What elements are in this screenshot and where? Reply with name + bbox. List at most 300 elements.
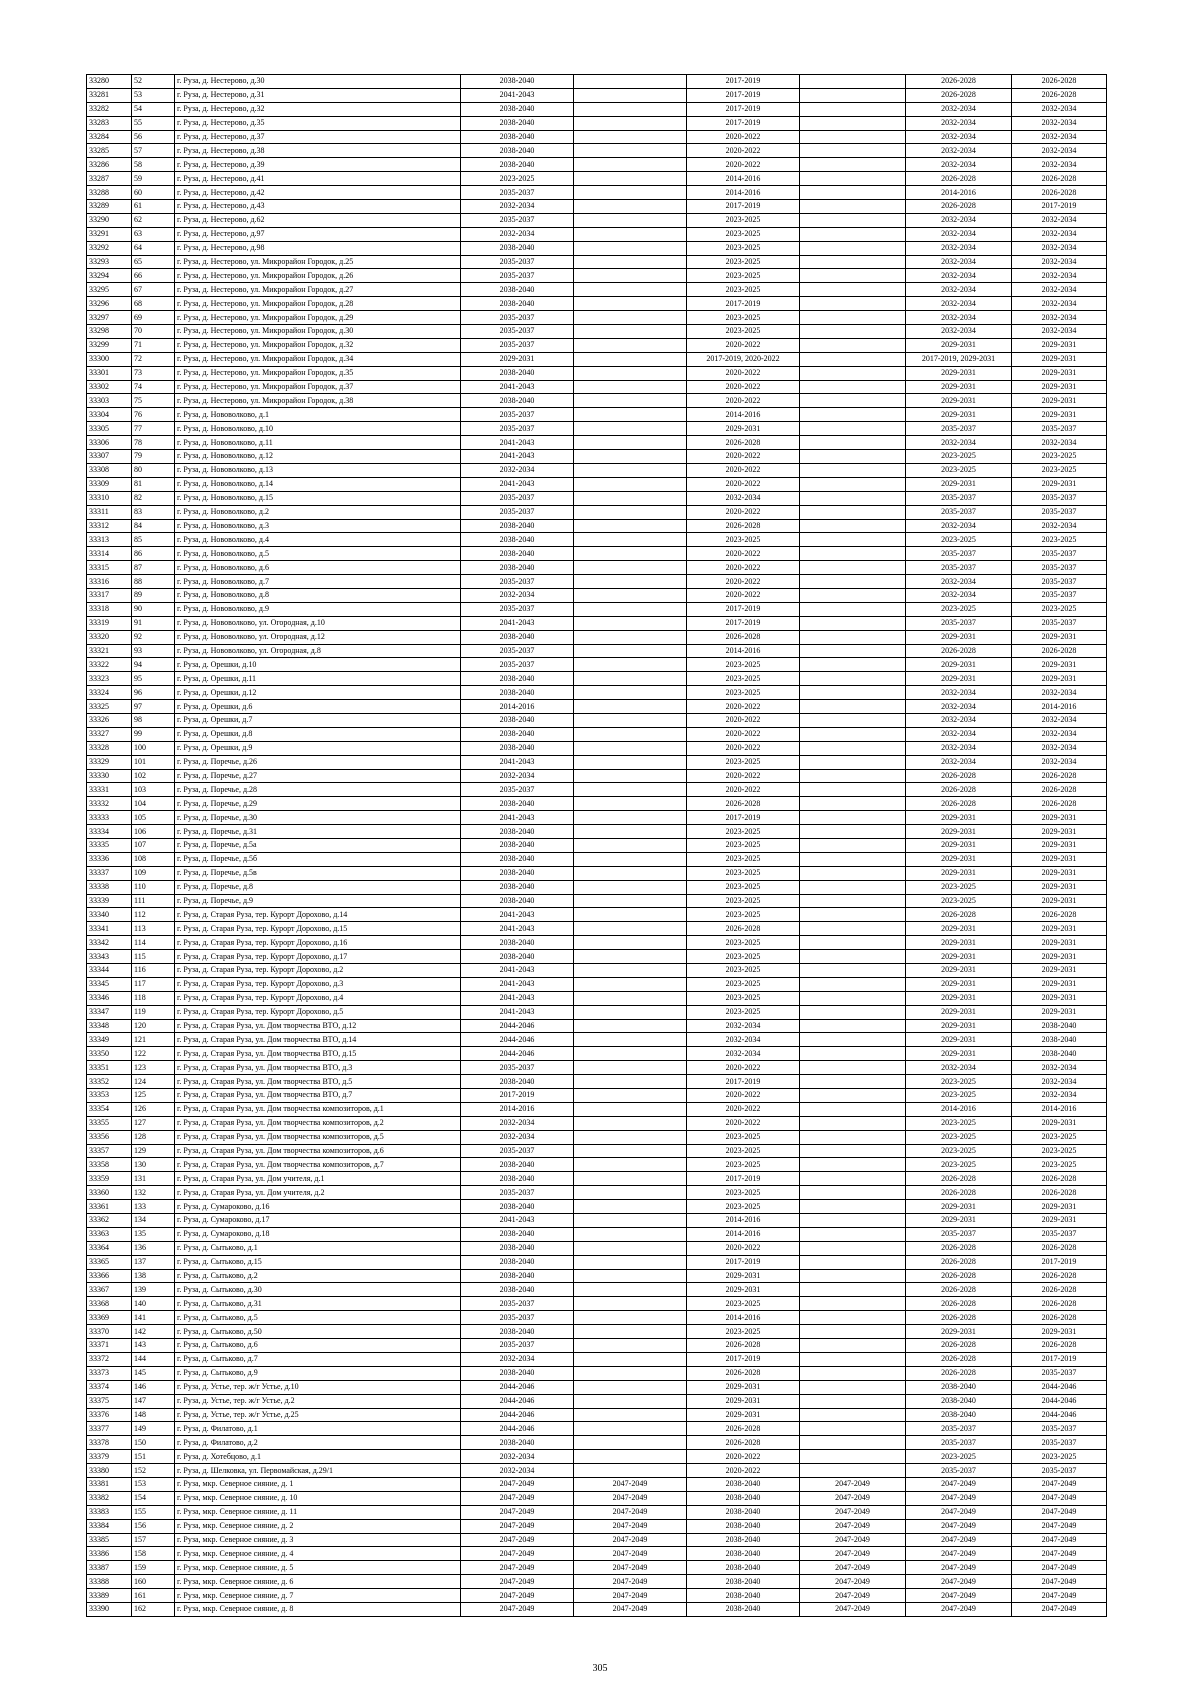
table-row [87,672,1107,686]
period-cell-5: 2047-2049 [906,1505,1012,1519]
period-cell-3: 2032-2034 [687,1033,800,1047]
period-cell-4 [800,1394,906,1408]
period-cell-5: 2032-2034 [906,255,1012,269]
table-row [87,463,1107,477]
table-row [87,852,1107,866]
period-cell-5: 2032-2034 [906,283,1012,297]
period-cell-1: 2041-2043 [461,616,574,630]
period-cell-4 [800,908,906,922]
period-cell-5: 2029-2031 [906,1047,1012,1061]
period-cell-5: 2026-2028 [906,1172,1012,1186]
period-cell-3: 2026-2028 [687,922,800,936]
period-cell-1: 2032-2034 [461,463,574,477]
period-cell-3: 2023-2025 [687,1158,800,1172]
record-id-cell: 33332 [87,797,132,811]
period-cell-1: 2038-2040 [461,825,574,839]
address-cell: г. Руза, д. Нестерово, ул. Микрорайон Городок, д.30 [175,325,461,339]
row-number-cell: 73 [132,366,175,380]
period-cell-6: 2035-2037 [1012,1227,1107,1241]
table-row [87,713,1107,727]
period-cell-5: 2029-2031 [906,936,1012,950]
address-cell: г. Руза, д. Поречье, д.8 [175,880,461,894]
period-cell-6: 2029-2031 [1012,977,1107,991]
period-cell-3: 2026-2028 [687,519,800,533]
period-cell-6: 2035-2037 [1012,422,1107,436]
period-cell-3: 2020-2022 [687,1102,800,1116]
row-number-cell: 102 [132,769,175,783]
period-cell-5: 2026-2028 [906,1186,1012,1200]
period-cell-4 [800,144,906,158]
address-cell: г. Руза, д. Нововолково, ул. Огородная, д.10 [175,616,461,630]
period-cell-5: 2029-2031 [906,658,1012,672]
table-row [87,477,1107,491]
record-id-cell: 33339 [87,894,132,908]
address-cell: г. Руза, мкр. Северное сияние, д. 1 [175,1477,461,1491]
period-cell-3: 2023-2025 [687,838,800,852]
period-cell-1: 2041-2043 [461,922,574,936]
record-id-cell: 33295 [87,283,132,297]
row-number-cell: 59 [132,172,175,186]
period-cell-6: 2047-2049 [1012,1477,1107,1491]
period-cell-6: 2047-2049 [1012,1602,1107,1616]
period-cell-5: 2026-2028 [906,644,1012,658]
period-cell-3: 2038-2040 [687,1602,800,1616]
period-cell-1: 2038-2040 [461,561,574,575]
address-cell: г. Руза, д. Нововолково, д.5 [175,547,461,561]
period-cell-2 [574,1325,687,1339]
period-cell-5: 2032-2034 [906,116,1012,130]
period-cell-2: 2047-2049 [574,1575,687,1589]
period-cell-3: 2020-2022 [687,727,800,741]
period-cell-2 [574,755,687,769]
period-cell-5: 2026-2028 [906,1297,1012,1311]
period-cell-5: 2014-2016 [906,1102,1012,1116]
period-cell-3: 2020-2022 [687,741,800,755]
table-row [87,436,1107,450]
period-cell-4 [800,977,906,991]
record-id-cell: 33358 [87,1158,132,1172]
period-cell-5: 2032-2034 [906,713,1012,727]
period-cell-2 [574,769,687,783]
period-cell-6: 2029-2031 [1012,1200,1107,1214]
row-number-cell: 114 [132,936,175,950]
record-id-cell: 33305 [87,422,132,436]
period-cell-6: 2029-2031 [1012,408,1107,422]
period-cell-4 [800,672,906,686]
record-id-cell: 33320 [87,630,132,644]
period-cell-1: 2038-2040 [461,366,574,380]
table-row [87,1519,1107,1533]
period-cell-1: 2035-2037 [461,1311,574,1325]
period-cell-6: 2032-2034 [1012,686,1107,700]
period-cell-5: 2032-2034 [906,144,1012,158]
period-cell-1: 2038-2040 [461,547,574,561]
period-cell-6: 2047-2049 [1012,1589,1107,1603]
record-id-cell: 33328 [87,741,132,755]
period-cell-2 [574,213,687,227]
address-cell: г. Руза, д. Нововолково, д.12 [175,450,461,464]
period-cell-3: 2020-2022 [687,366,800,380]
period-cell-1: 2041-2043 [461,88,574,102]
period-cell-2 [574,394,687,408]
period-cell-2 [574,352,687,366]
record-id-cell: 33362 [87,1214,132,1228]
period-cell-3: 2017-2019 [687,200,800,214]
period-cell-4 [800,366,906,380]
period-cell-2 [574,408,687,422]
row-number-cell: 90 [132,602,175,616]
period-cell-6: 2014-2016 [1012,1102,1107,1116]
address-cell: г. Руза, д. Нестерово, д.98 [175,241,461,255]
period-cell-2 [574,1422,687,1436]
period-cell-4 [800,1227,906,1241]
period-cell-3: 2032-2034 [687,1047,800,1061]
row-number-cell: 75 [132,394,175,408]
period-cell-5: 2029-2031 [906,991,1012,1005]
period-cell-5: 2038-2040 [906,1380,1012,1394]
period-cell-4 [800,755,906,769]
address-cell: г. Руза, д. Орешки, д.8 [175,727,461,741]
address-cell: г. Руза, д. Старая Руза, тер. Курорт Дорохово, д.2 [175,964,461,978]
period-cell-3: 2026-2028 [687,630,800,644]
row-number-cell: 81 [132,477,175,491]
record-id-cell: 33304 [87,408,132,422]
period-cell-5: 2035-2037 [906,491,1012,505]
period-cell-3: 2017-2019 [687,811,800,825]
period-cell-3: 2017-2019 [687,1075,800,1089]
period-cell-1: 2032-2034 [461,227,574,241]
table-row [87,1061,1107,1075]
record-id-cell: 33386 [87,1547,132,1561]
period-cell-3: 2032-2034 [687,1019,800,1033]
period-cell-1: 2038-2040 [461,144,574,158]
period-cell-5: 2026-2028 [906,75,1012,89]
period-cell-5: 2029-2031 [906,338,1012,352]
period-cell-6: 2026-2028 [1012,1186,1107,1200]
period-cell-5: 2023-2025 [906,450,1012,464]
period-cell-4 [800,838,906,852]
period-cell-2 [574,1172,687,1186]
period-cell-5: 2032-2034 [906,213,1012,227]
table-row [87,227,1107,241]
period-cell-4 [800,686,906,700]
record-id-cell: 33333 [87,811,132,825]
period-cell-6: 2029-2031 [1012,394,1107,408]
table-row [87,1227,1107,1241]
period-cell-2: 2047-2049 [574,1519,687,1533]
row-number-cell: 84 [132,519,175,533]
period-cell-3: 2020-2022 [687,700,800,714]
row-number-cell: 88 [132,575,175,589]
period-cell-2 [574,172,687,186]
table-row [87,241,1107,255]
address-cell: г. Руза, д. Сытьково, д.9 [175,1366,461,1380]
row-number-cell: 78 [132,436,175,450]
period-cell-5: 2035-2037 [906,1227,1012,1241]
row-number-cell: 142 [132,1325,175,1339]
table-row [87,1589,1107,1603]
period-cell-3: 2038-2040 [687,1477,800,1491]
period-cell-4 [800,561,906,575]
period-cell-5: 2023-2025 [906,1450,1012,1464]
address-cell: г. Руза, д. Нестерово, д.39 [175,158,461,172]
period-cell-2: 2047-2049 [574,1505,687,1519]
table-row [87,1422,1107,1436]
table-row [87,269,1107,283]
period-cell-2 [574,588,687,602]
record-id-cell: 33336 [87,852,132,866]
period-cell-3: 2023-2025 [687,213,800,227]
address-cell: г. Руза, д. Поречье, д.29 [175,797,461,811]
address-cell: г. Руза, д. Поречье, д.27 [175,769,461,783]
table-row [87,130,1107,144]
row-number-cell: 126 [132,1102,175,1116]
record-id-cell: 33291 [87,227,132,241]
period-cell-4 [800,727,906,741]
period-cell-2 [574,658,687,672]
period-cell-1: 2035-2037 [461,338,574,352]
address-cell: г. Руза, д. Сумароково, д.16 [175,1200,461,1214]
period-cell-3: 2026-2028 [687,436,800,450]
row-number-cell: 107 [132,838,175,852]
period-cell-6: 2026-2028 [1012,1297,1107,1311]
table-row [87,491,1107,505]
period-cell-1: 2044-2046 [461,1047,574,1061]
period-cell-4 [800,88,906,102]
row-number-cell: 140 [132,1297,175,1311]
period-cell-2 [574,311,687,325]
period-cell-4 [800,491,906,505]
record-id-cell: 33329 [87,755,132,769]
row-number-cell: 159 [132,1561,175,1575]
period-cell-6: 2017-2019 [1012,1255,1107,1269]
record-id-cell: 33342 [87,936,132,950]
period-cell-3: 2029-2031 [687,1394,800,1408]
period-cell-1: 2035-2037 [461,408,574,422]
period-cell-6: 2032-2034 [1012,325,1107,339]
period-cell-6: 2026-2028 [1012,1172,1107,1186]
address-cell: г. Руза, д. Поречье, д.5в [175,866,461,880]
period-cell-6: 2029-2031 [1012,936,1107,950]
row-number-cell: 97 [132,700,175,714]
period-cell-3: 2026-2028 [687,1339,800,1353]
period-cell-3: 2020-2022 [687,450,800,464]
period-cell-1: 2035-2037 [461,783,574,797]
period-cell-4 [800,588,906,602]
record-id-cell: 33347 [87,1005,132,1019]
row-number-cell: 109 [132,866,175,880]
period-cell-6: 2032-2034 [1012,241,1107,255]
period-cell-2 [574,297,687,311]
period-cell-5: 2023-2025 [906,1116,1012,1130]
table-row [87,797,1107,811]
record-id-cell: 33379 [87,1450,132,1464]
address-cell: г. Руза, мкр. Северное сияние, д. 6 [175,1575,461,1589]
period-cell-3: 2023-2025 [687,825,800,839]
table-row [87,1116,1107,1130]
address-cell: г. Руза, д. Филатово, д.2 [175,1436,461,1450]
period-cell-1: 2038-2040 [461,797,574,811]
period-cell-6: 2032-2034 [1012,1061,1107,1075]
period-cell-5: 2029-2031 [906,950,1012,964]
period-cell-4 [800,380,906,394]
period-cell-3: 2020-2022 [687,1464,800,1478]
period-cell-3: 2023-2025 [687,880,800,894]
address-cell: г. Руза, д. Нестерово, ул. Микрорайон Городок, д.29 [175,311,461,325]
period-cell-2 [574,1102,687,1116]
period-cell-5: 2026-2028 [906,797,1012,811]
period-cell-6: 2026-2028 [1012,1269,1107,1283]
period-cell-2: 2047-2049 [574,1602,687,1616]
period-cell-4 [800,1005,906,1019]
period-cell-3: 2020-2022 [687,1116,800,1130]
period-cell-4 [800,477,906,491]
record-id-cell: 33349 [87,1033,132,1047]
period-cell-4 [800,1450,906,1464]
address-cell: г. Руза, д. Сумароково, д.18 [175,1227,461,1241]
period-cell-4 [800,130,906,144]
period-cell-3: 2020-2022 [687,769,800,783]
period-cell-3: 2020-2022 [687,338,800,352]
period-cell-2 [574,894,687,908]
record-id-cell: 33359 [87,1172,132,1186]
row-number-cell: 155 [132,1505,175,1519]
record-id-cell: 33308 [87,463,132,477]
period-cell-6: 2029-2031 [1012,366,1107,380]
period-cell-4 [800,894,906,908]
period-cell-4 [800,547,906,561]
period-cell-3: 2020-2022 [687,1061,800,1075]
table-row [87,977,1107,991]
period-cell-6: 2026-2028 [1012,1241,1107,1255]
address-cell: г. Руза, д. Нововолково, д.4 [175,533,461,547]
table-row [87,783,1107,797]
period-cell-4 [800,866,906,880]
table-row [87,519,1107,533]
period-cell-6: 2029-2031 [1012,811,1107,825]
period-cell-3: 2023-2025 [687,1005,800,1019]
row-number-cell: 115 [132,950,175,964]
record-id-cell: 33366 [87,1269,132,1283]
table-row [87,102,1107,116]
period-cell-6: 2035-2037 [1012,561,1107,575]
period-cell-5: 2026-2028 [906,908,1012,922]
table-row [87,338,1107,352]
record-id-cell: 33331 [87,783,132,797]
period-cell-2 [574,838,687,852]
period-cell-3: 2020-2022 [687,505,800,519]
record-id-cell: 33343 [87,950,132,964]
row-number-cell: 103 [132,783,175,797]
period-cell-1: 2047-2049 [461,1505,574,1519]
record-id-cell: 33334 [87,825,132,839]
period-cell-6: 2035-2037 [1012,505,1107,519]
table-row [87,991,1107,1005]
period-cell-2 [574,1464,687,1478]
period-cell-4 [800,991,906,1005]
period-cell-5: 2029-2031 [906,964,1012,978]
row-number-cell: 61 [132,200,175,214]
address-cell: г. Руза, д. Устье, тер. ж/г Устье, д.25 [175,1408,461,1422]
period-cell-1: 2047-2049 [461,1602,574,1616]
period-cell-5: 2023-2025 [906,1089,1012,1103]
period-cell-2 [574,338,687,352]
address-cell: г. Руза, д. Нестерово, д.43 [175,200,461,214]
address-cell: г. Руза, д. Нестерово, д.32 [175,102,461,116]
record-id-cell: 33384 [87,1519,132,1533]
period-cell-5: 2029-2031 [906,408,1012,422]
period-cell-6: 2023-2025 [1012,1144,1107,1158]
table-row [87,1269,1107,1283]
address-cell: г. Руза, д. Филатово, д.1 [175,1422,461,1436]
address-cell: г. Руза, д. Орешки, д.6 [175,700,461,714]
record-id-cell: 33367 [87,1283,132,1297]
period-cell-4 [800,1158,906,1172]
row-number-cell: 161 [132,1589,175,1603]
period-cell-4 [800,213,906,227]
period-cell-2 [574,1297,687,1311]
row-number-cell: 83 [132,505,175,519]
period-cell-3: 2023-2025 [687,908,800,922]
period-cell-3: 2023-2025 [687,964,800,978]
period-cell-5: 2026-2028 [906,1339,1012,1353]
row-number-cell: 94 [132,658,175,672]
period-cell-1: 2047-2049 [461,1561,574,1575]
period-cell-6: 2032-2034 [1012,144,1107,158]
row-number-cell: 71 [132,338,175,352]
table-row [87,811,1107,825]
row-number-cell: 162 [132,1602,175,1616]
table-row [87,741,1107,755]
period-cell-6: 2029-2031 [1012,950,1107,964]
address-cell: г. Руза, д. Сытьково, д.15 [175,1255,461,1269]
period-cell-2 [574,519,687,533]
period-cell-3: 2038-2040 [687,1589,800,1603]
period-cell-2: 2047-2049 [574,1477,687,1491]
period-cell-2 [574,727,687,741]
row-number-cell: 99 [132,727,175,741]
period-cell-1: 2038-2040 [461,1366,574,1380]
period-cell-6: 2038-2040 [1012,1019,1107,1033]
address-cell: г. Руза, мкр. Северное сияние, д. 10 [175,1491,461,1505]
period-cell-1: 2047-2049 [461,1589,574,1603]
address-cell: г. Руза, д. Нововолково, д.7 [175,575,461,589]
period-cell-5: 2035-2037 [906,616,1012,630]
period-cell-3: 2038-2040 [687,1533,800,1547]
period-cell-4 [800,1214,906,1228]
record-id-cell: 33344 [87,964,132,978]
record-id-cell: 33306 [87,436,132,450]
address-cell: г. Руза, д. Поречье, д.5а [175,838,461,852]
period-cell-3: 2023-2025 [687,227,800,241]
period-cell-1: 2038-2040 [461,630,574,644]
period-cell-5: 2026-2028 [906,1269,1012,1283]
table-row [87,297,1107,311]
period-cell-6: 2032-2034 [1012,519,1107,533]
row-number-cell: 65 [132,255,175,269]
address-cell: г. Руза, д. Поречье, д.26 [175,755,461,769]
row-number-cell: 156 [132,1519,175,1533]
period-cell-1: 2047-2049 [461,1477,574,1491]
table-row [87,1033,1107,1047]
period-cell-6: 2032-2034 [1012,1089,1107,1103]
period-cell-3: 2020-2022 [687,477,800,491]
period-cell-1: 2038-2040 [461,130,574,144]
address-cell: г. Руза, д. Старая Руза, тер. Курорт Дорохово, д.17 [175,950,461,964]
row-number-cell: 87 [132,561,175,575]
period-cell-2 [574,283,687,297]
row-number-cell: 85 [132,533,175,547]
